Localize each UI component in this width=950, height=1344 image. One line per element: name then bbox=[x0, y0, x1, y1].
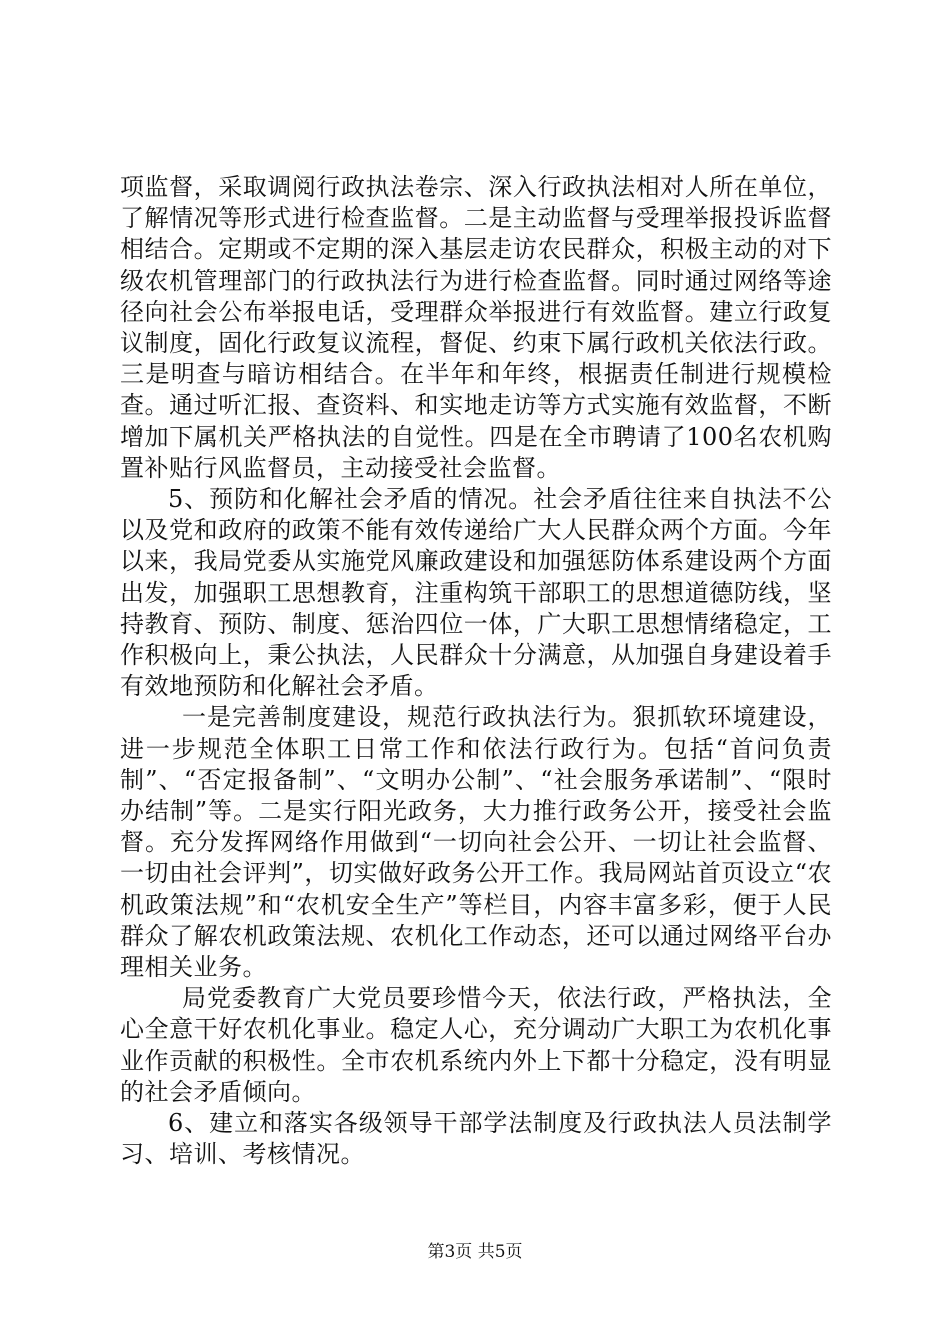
page-number-footer: 第3页 共5页 bbox=[427, 1242, 523, 1262]
paragraph-section-5: 5、预防和化解社会矛盾的情况。社会矛盾往往来自执法不公以及党和政府的政策不能有效传递给广大人民群众两个方面。今年以来，我局党委从实施党风廉政建设和加强惩防体系建设两个方面出发，加强职工思想教育，注重构筑干部职工的思想道德防线，坚持教育、预防、制度、惩治四位一体，广大职工思想情绪稳定，工作积极向上，秉公执法，人民群众十分满意，从加强自身建设着手有效地预防和化解社会矛盾。 bbox=[120, 485, 832, 701]
paragraph-system-building: 一是完善制度建设，规范行政执法行为。狠抓软环境建设，进一步规范全体职工日常工作和依法行政行为。包括“首问负责制”、“否定报备制”、“文明办公制”、“社会服务承诺制”、“限时办结制”等。二是实行阳光政务，大力推行政务公开，接受社会监督。充分发挥网络作用做到“一切向社会公开、一切让社会监督、一切由社会评判”，切实做好政务公开工作。我局网站首页设立“农机政策法规”和“农机安全生产”等栏目，内容丰富多彩，便于人民群众了解农机政策法规、农机化工作动态，还可以通过网络平台办理相关业务。 bbox=[120, 703, 832, 982]
paragraph-party-education: 局党委教育广大党员要珍惜今天，依法行政，严格执法，全心全意干好农机化事业。稳定人心，充分调动广大职工为农机化事业作贡献的积极性。全市农机系统内外上下都十分稳定，没有明显的社会矛盾倾向。 bbox=[120, 984, 832, 1106]
paragraph-section-6: 6、建立和落实各级领导干部学法制度及行政执法人员法制学习、培训、考核情况。 bbox=[120, 1109, 832, 1169]
paragraph-supervision-continued: 项监督，采取调阅行政执法卷宗、深入行政执法相对人所在单位，了解情况等形式进行检查监督。二是主动监督与受理举报投诉监督相结合。定期或不定期的深入基层走访农民群众，积极主动的对下级农机管理部门的行政执法行为进行检查监督。同时通过网络等途径向社会公布举报电话，受理群众举报进行有效监督。建立行政复议制度，固化行政复议流程，督促、约束下属行政机关依法行政。三是明查与暗访相结合。在半年和年终，根据责任制进行规模检查。通过听汇报、查资料、和实地走访等方式实施有效监督，不断增加下属机关严格执法的自觉性。四是在全市聘请了100名农机购置补贴行风监督员，主动接受社会监督。 bbox=[120, 173, 832, 482]
document-body bbox=[120, 172, 832, 1171]
